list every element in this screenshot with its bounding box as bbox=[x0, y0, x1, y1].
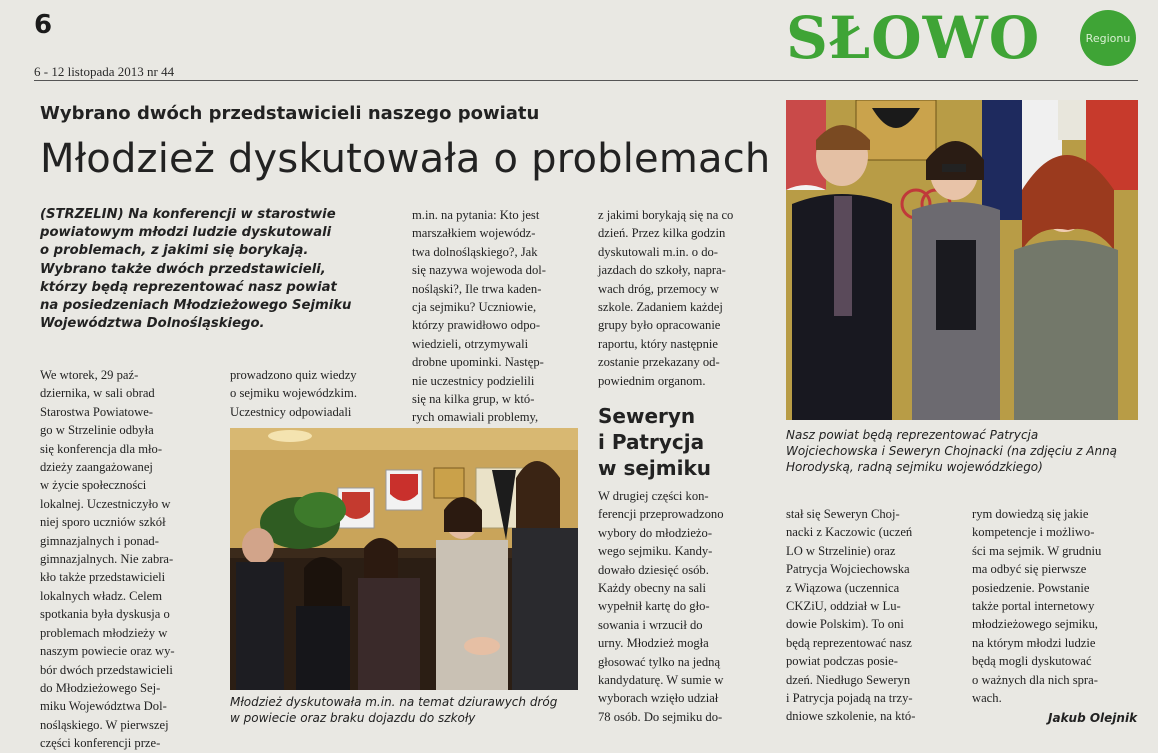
text-line: dzieży zaangażowanej bbox=[40, 460, 153, 475]
text-line: bór dwóch przedstawicieli bbox=[40, 662, 173, 677]
lead-line: na posiedzeniach Młodzieżowego Sejmiku bbox=[40, 298, 352, 314]
conference-photo-illustration bbox=[230, 428, 578, 690]
text-line: będą reprezentować nasz bbox=[786, 635, 912, 650]
text-line: i Patrycja pojadą na trzy- bbox=[786, 691, 913, 706]
text-line: wyborach wzięło udział bbox=[598, 691, 719, 706]
text-column-3 bbox=[412, 206, 582, 427]
text-line: We wtorek, 29 paź- bbox=[40, 368, 139, 382]
text-column-7 bbox=[972, 505, 1142, 707]
text-line: części konferencji prze- bbox=[40, 736, 161, 751]
newspaper-logo: SŁOWO bbox=[786, 4, 1041, 72]
text-column-6 bbox=[786, 505, 956, 726]
text-line: lokalnej. Uczestniczyło w bbox=[40, 496, 171, 511]
lead-line: o problemach, z jakimi się borykają. bbox=[40, 243, 309, 259]
text-line: wach. bbox=[972, 691, 1002, 706]
text-line: problemach młodzieży w bbox=[40, 625, 168, 640]
text-line: raportu, który następnie bbox=[598, 336, 718, 351]
caption-line: Horodyską, radną sejmiku wojewódzkiego) bbox=[786, 460, 1043, 474]
text-line: wybory do młodzieżo- bbox=[598, 525, 713, 540]
photo-caption-2 bbox=[786, 427, 1138, 475]
text-line: ści ma sejmik. W grudniu bbox=[972, 543, 1102, 558]
text-line: którzy prawidłowo odpo- bbox=[412, 318, 541, 333]
text-line: Patrycja Wojciechowska bbox=[786, 562, 910, 577]
text-line: kompetencje i możliwo- bbox=[972, 525, 1095, 540]
lead-line: powiatowym młodzi ludzie dyskutowali bbox=[40, 225, 332, 241]
text-line: cja sejmiku? Uczniowie, bbox=[412, 300, 537, 315]
text-line: rym dowiedzą się jakie bbox=[972, 507, 1089, 521]
page-number: 6 bbox=[34, 10, 53, 40]
text-line: o ważnych dla nich spra- bbox=[972, 672, 1098, 687]
text-line: w życie społeczności bbox=[40, 478, 147, 493]
text-line: grupy było opracowanie bbox=[598, 318, 721, 333]
text-line: ferencji przeprowadzono bbox=[598, 507, 724, 522]
text-line: dzeń. Niedługo Seweryn bbox=[786, 672, 911, 687]
text-line: posiedzenie. Powstanie bbox=[972, 580, 1090, 595]
text-line: twa dolnośląskiego?, Jak bbox=[412, 244, 538, 259]
caption-line: Młodzież dyskutowała m.in. na temat dziurawych dróg bbox=[230, 695, 558, 709]
text-line: urny. Młodzież mogła bbox=[598, 636, 709, 651]
text-column-2 bbox=[230, 366, 390, 421]
text-line: gimnazjalnych. Nie zabra- bbox=[40, 552, 174, 567]
text-line: do Młodzieżowego Sej- bbox=[40, 680, 161, 695]
text-line: go w Strzelinie odbyła bbox=[40, 423, 154, 438]
text-line: będą mogli dyskutować bbox=[972, 654, 1092, 669]
text-line: nacki z Kaczowic (uczeń bbox=[786, 525, 913, 540]
author-byline: Jakub Olejnik bbox=[1048, 711, 1138, 725]
subhead-line: i Patrycja bbox=[598, 430, 705, 454]
conference-photo bbox=[230, 428, 578, 690]
article-headline: Młodzież dyskutowała o problemach bbox=[40, 136, 771, 182]
text-line: także portal internetowy bbox=[972, 599, 1095, 614]
text-column-1 bbox=[40, 366, 220, 753]
text-column-5 bbox=[598, 487, 768, 726]
text-line: naszym powiecie oraz wy- bbox=[40, 644, 175, 659]
representatives-photo bbox=[786, 100, 1138, 420]
text-line: szkole. Zadaniem każdej bbox=[598, 300, 723, 315]
logo-badge: Regionu bbox=[1080, 10, 1136, 66]
text-line: lokalnych władz. Celem bbox=[40, 588, 163, 603]
text-line: sowania i wrzucił do bbox=[598, 617, 703, 632]
lead-line: (STRZELIN) Na konferencji w starostwie bbox=[40, 207, 336, 222]
text-line: dowało dziesięć osób. bbox=[598, 562, 709, 577]
text-line: ma odbyć się pierwsze bbox=[972, 562, 1087, 577]
text-line: dowie Polskim). To oni bbox=[786, 617, 904, 632]
text-line: kandydaturę. W sumie w bbox=[598, 673, 724, 688]
caption-line: Nasz powiat będą reprezentować Patrycja bbox=[786, 428, 1039, 442]
text-line: młodzieżowego sejmiku, bbox=[972, 617, 1098, 632]
text-line: dyskutowali m.in. o do- bbox=[598, 244, 718, 259]
text-line: powiat podczas posie- bbox=[786, 654, 898, 669]
caption-line: w powiecie oraz braku dojazdu do szkoły bbox=[230, 711, 476, 725]
text-line: dzień. Przez kilka godzin bbox=[598, 226, 726, 241]
text-line: prowadzono quiz wiedzy bbox=[230, 368, 357, 382]
text-line: Uczestnicy odpowiadali bbox=[230, 404, 352, 419]
text-line: marszałkiem wojewódz- bbox=[412, 226, 536, 241]
text-line: Starostwa Powiatowe- bbox=[40, 404, 153, 419]
article-kicker: Wybrano dwóch przedstawicieli naszego powiatu bbox=[40, 103, 540, 124]
text-line: nośląskiego. W pierwszej bbox=[40, 717, 169, 732]
issue-date: 6 - 12 listopada 2013 nr 44 bbox=[34, 64, 175, 79]
text-line: m.in. na pytania: Kto jest bbox=[412, 208, 540, 222]
text-line: dniowe szkolenie, na któ- bbox=[786, 709, 916, 724]
text-line: się nazywa wojewoda dol- bbox=[412, 263, 546, 278]
article-lead bbox=[40, 206, 380, 333]
text-line: nośląski?, Ile trwa kaden- bbox=[412, 281, 542, 296]
text-line: LO w Strzelinie) oraz bbox=[786, 543, 896, 558]
text-line: powiednim organom. bbox=[598, 373, 706, 388]
text-line: o sejmiku wojewódzkim. bbox=[230, 386, 357, 401]
section-subhead bbox=[598, 403, 711, 481]
text-line: się na kilka grup, w któ- bbox=[412, 392, 535, 407]
text-line: rych omawiali problemy, bbox=[412, 410, 539, 425]
representatives-photo-illustration bbox=[786, 100, 1138, 420]
text-line: drobne upominki. Następ- bbox=[412, 355, 544, 370]
caption-line: Wojciechowska i Seweryn Chojnacki (na zdjęciu z Anną bbox=[786, 444, 1118, 458]
text-line: Każdy obecny na sali bbox=[598, 581, 707, 596]
text-line: zostanie przekazany od- bbox=[598, 355, 720, 370]
text-line: kło także przedstawicieli bbox=[40, 570, 166, 585]
text-line: spotkania była dyskusja o bbox=[40, 607, 170, 622]
lead-line: którzy będą reprezentować nasz powiat bbox=[40, 279, 337, 295]
text-line: z Wiązowa (uczennica bbox=[786, 580, 900, 595]
text-line: miku Województwa Dol- bbox=[40, 699, 167, 714]
text-line: CKZiU, oddział w Lu- bbox=[786, 599, 901, 614]
text-line: dziernika, w sali obrad bbox=[40, 386, 155, 401]
lead-line: Wybrano także dwóch przedstawicieli, bbox=[40, 261, 326, 277]
subhead-line: w sejmiku bbox=[598, 456, 711, 480]
header-rule bbox=[34, 80, 1138, 81]
text-line: na którym młodzi ludzie bbox=[972, 635, 1096, 650]
text-line: z jakimi borykają się na co bbox=[598, 208, 734, 222]
text-line: wach dróg, przemocy w bbox=[598, 281, 719, 296]
text-line: głosować tylko na jedną bbox=[598, 654, 721, 669]
text-line: wego sejmiku. Kandy- bbox=[598, 544, 713, 559]
text-line: stał się Seweryn Choj- bbox=[786, 507, 900, 521]
text-line: 78 osób. Do sejmiku do- bbox=[598, 709, 723, 724]
text-line: niej sporo uczniów szkół bbox=[40, 515, 166, 530]
lead-line: Województwa Dolnośląskiego. bbox=[40, 316, 265, 332]
text-line: wypełnił kartę do gło- bbox=[598, 599, 710, 614]
text-line: jazdach do szkoły, napra- bbox=[598, 263, 726, 278]
text-line: gimnazjalnych i ponad- bbox=[40, 533, 159, 548]
subhead-line: Seweryn bbox=[598, 404, 696, 428]
text-line: nie uczestnicy podzielili bbox=[412, 373, 535, 388]
text-line: W drugiej części kon- bbox=[598, 489, 709, 503]
text-column-4 bbox=[598, 206, 768, 390]
photo-caption-1 bbox=[230, 694, 580, 726]
text-line: się konferencja dla mło- bbox=[40, 441, 163, 456]
text-line: wiedzieli, otrzymywali bbox=[412, 336, 529, 351]
